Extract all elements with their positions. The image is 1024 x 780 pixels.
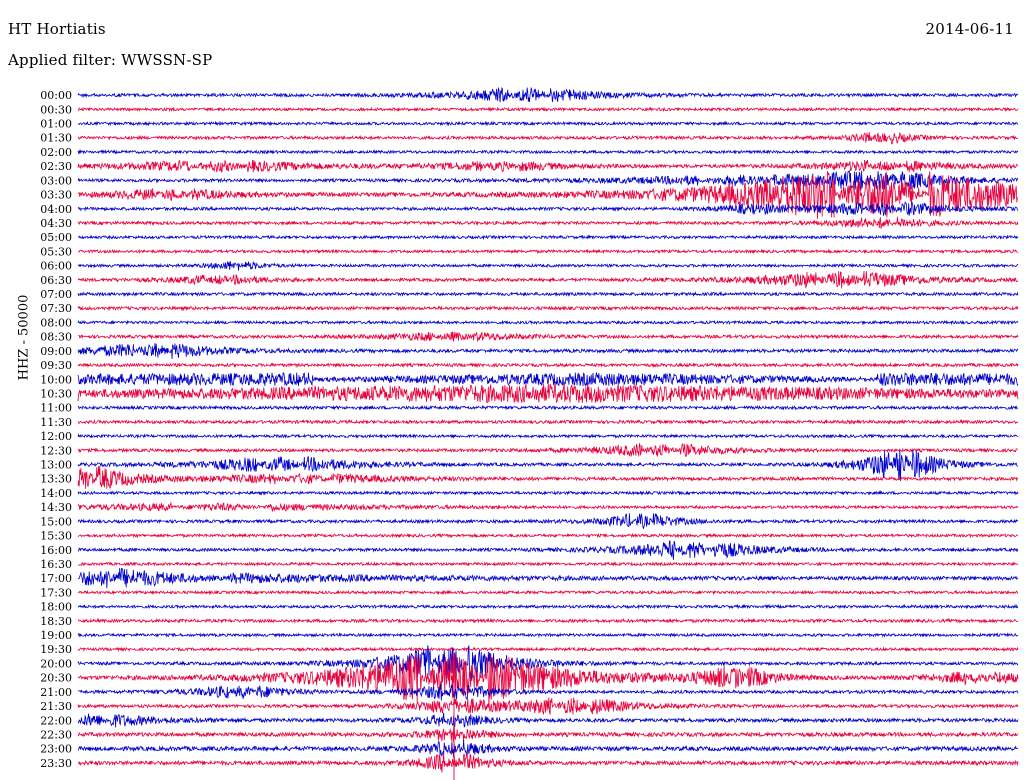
trace-line — [78, 619, 1018, 622]
trace-line — [78, 236, 1018, 239]
trace-line — [78, 648, 1018, 651]
time-tick-label: 10:00 — [40, 373, 72, 387]
time-tick-label: 05:00 — [40, 231, 72, 245]
trace-line — [78, 384, 1018, 403]
time-tick-label: 04:30 — [40, 216, 72, 230]
time-tick-label: 07:00 — [40, 288, 72, 302]
trace-line — [78, 697, 1018, 714]
time-tick-label: 20:00 — [40, 657, 72, 671]
trace-line — [78, 563, 1018, 566]
y-axis-label: HHZ - 50000 — [16, 294, 32, 381]
trace-line — [78, 293, 1018, 296]
time-tick-label: 14:30 — [40, 501, 72, 515]
trace-line — [78, 171, 1018, 219]
time-tick-label: 11:30 — [40, 415, 72, 429]
trace-line — [78, 321, 1018, 324]
time-tick-label: 17:00 — [40, 572, 72, 586]
trace-line — [78, 420, 1018, 423]
time-tick-label: 02:00 — [40, 145, 72, 159]
trace-line — [78, 88, 1018, 103]
trace-line — [78, 261, 1018, 270]
trace-line — [78, 503, 1018, 511]
trace-line — [78, 727, 1018, 742]
time-tick-label: 18:00 — [40, 600, 72, 614]
trace-line — [78, 513, 1018, 529]
time-tick-label: 03:30 — [40, 188, 72, 202]
time-tick-label: 09:00 — [40, 344, 72, 358]
trace-line — [78, 534, 1018, 537]
time-tick-label: 17:30 — [40, 586, 72, 600]
time-tick-label: 06:30 — [40, 273, 72, 287]
trace-line — [78, 271, 1018, 288]
trace-line — [78, 217, 1018, 229]
time-tick-label: 04:00 — [40, 202, 72, 216]
time-tick-label: 16:30 — [40, 557, 72, 571]
time-tick-label: 08:30 — [40, 330, 72, 344]
trace-line — [78, 343, 1018, 359]
trace-line — [78, 684, 1018, 701]
trace-line — [78, 753, 1018, 773]
station-title: HT Hortiatis — [8, 20, 106, 38]
trace-line — [78, 713, 1018, 728]
trace-line — [78, 132, 1018, 144]
time-tick-label: 15:30 — [40, 529, 72, 543]
filter-label: Applied filter: WWSSN-SP — [8, 51, 213, 69]
date-label: 2014-06-11 — [925, 20, 1014, 38]
time-tick-label: 23:30 — [40, 756, 72, 770]
time-tick-label: 23:00 — [40, 742, 72, 756]
time-tick-label: 15:00 — [40, 515, 72, 529]
time-tick-label: 19:30 — [40, 643, 72, 657]
time-tick-label: 20:30 — [40, 671, 72, 685]
trace-line — [78, 740, 1018, 758]
time-tick-label: 00:30 — [40, 103, 72, 117]
trace-line — [78, 364, 1018, 367]
time-tick-label: 16:00 — [40, 543, 72, 557]
time-tick-label: 11:00 — [40, 401, 72, 415]
time-tick-label: 12:00 — [40, 430, 72, 444]
time-tick-label: 09:30 — [40, 359, 72, 373]
time-tick-label: 01:30 — [40, 131, 72, 145]
time-tick-label: 13:00 — [40, 458, 72, 472]
time-tick-label: 21:30 — [40, 700, 72, 714]
time-tick-label: 21:00 — [40, 685, 72, 699]
time-tick-label: 07:30 — [40, 302, 72, 316]
time-tick-label: 05:30 — [40, 245, 72, 259]
trace-line — [78, 444, 1018, 457]
time-tick-label: 12:30 — [40, 444, 72, 458]
trace-line — [78, 406, 1018, 409]
trace-line — [78, 151, 1018, 154]
trace-line — [78, 591, 1018, 594]
trace-line — [78, 332, 1018, 342]
time-tick-label: 18:30 — [40, 614, 72, 628]
trace-line — [78, 108, 1018, 111]
trace-line — [78, 634, 1018, 637]
trace-line — [78, 540, 1018, 559]
time-tick-label: 00:00 — [40, 89, 72, 103]
trace-line — [78, 171, 1018, 190]
trace-line — [78, 492, 1018, 495]
trace-line — [78, 160, 1018, 172]
time-tick-label: 01:00 — [40, 117, 72, 131]
trace-line — [78, 307, 1018, 310]
time-tick-label: 03:00 — [40, 174, 72, 188]
time-tick-label: 02:30 — [40, 160, 72, 174]
time-tick-label: 13:30 — [40, 472, 72, 486]
time-tick-label: 06:00 — [40, 259, 72, 273]
trace-line — [78, 122, 1018, 125]
time-tick-label: 14:00 — [40, 486, 72, 500]
time-tick-label: 22:30 — [40, 728, 72, 742]
trace-line — [78, 250, 1018, 253]
trace-line — [78, 435, 1018, 438]
time-tick-label: 19:00 — [40, 629, 72, 643]
time-tick-label: 10:30 — [40, 387, 72, 401]
trace-line — [78, 568, 1018, 588]
trace-line — [78, 605, 1018, 608]
time-tick-label: 08:00 — [40, 316, 72, 330]
time-tick-label: 22:00 — [40, 714, 72, 728]
